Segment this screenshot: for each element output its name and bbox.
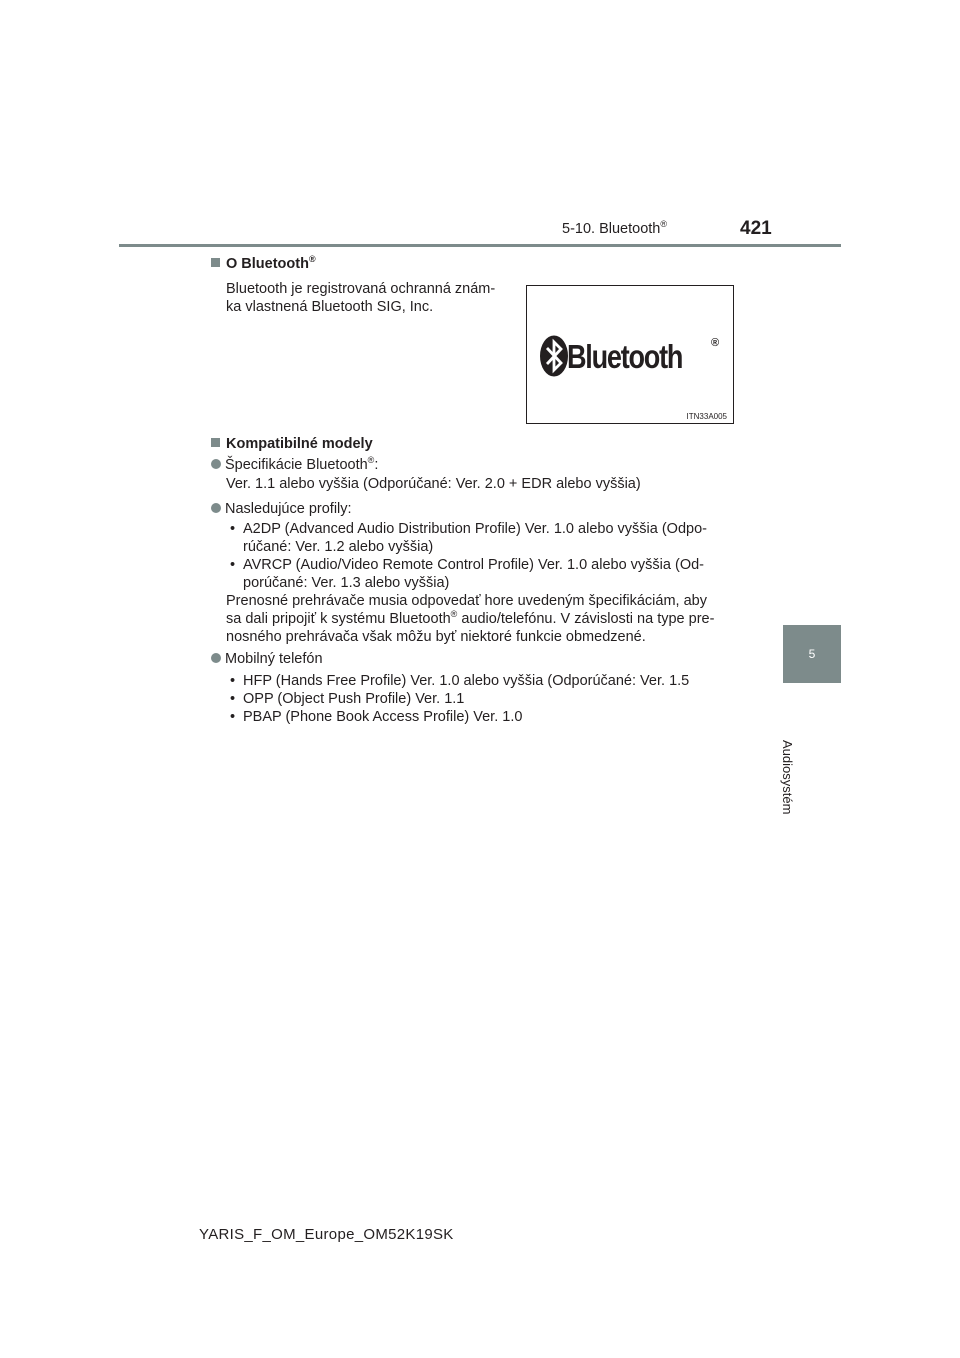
spec-suffix: :: [374, 457, 379, 473]
spec-line2: Ver. 1.1 alebo vyššia (Odporúčané: Ver. 2.0 + EDR alebo vyššia): [226, 476, 641, 492]
spec-item: [211, 457, 378, 474]
spec-reg: ®: [367, 455, 375, 465]
bluetooth-logo-text: Bluetooth: [567, 338, 683, 375]
a2dp-bullet: •: [230, 521, 236, 537]
chapter-tab: 5: [783, 625, 841, 683]
about-text-2: ka vlastnená Bluetooth SIG, Inc.: [226, 299, 434, 315]
mobile-item-2: OPP (Object Push Profile) Ver. 1.1: [243, 691, 465, 707]
section-title-text: 5-10. Bluetooth: [562, 221, 661, 237]
circle-bullet-icon: [211, 653, 221, 663]
profiles-item: [211, 501, 352, 518]
mobile-item: [211, 651, 323, 668]
para-line2: [226, 611, 742, 628]
mobile-bullet-2: •: [230, 691, 236, 707]
mobile-item-3: PBAP (Phone Book Access Profile) Ver. 1.0: [243, 709, 523, 725]
para-line2-reg: ®: [450, 609, 458, 619]
para-line3: nosného prehrávača však môžu byť niektoré funkcie obmedzené.: [226, 629, 646, 645]
mobile-bullet-3: •: [230, 709, 236, 725]
avrcp-line1: AVRCP (Audio/Video Remote Control Profile) Ver. 1.0 alebo vyššia (Od-: [243, 557, 704, 573]
section-title: [562, 221, 667, 237]
a2dp-line2: rúčané: Ver. 1.2 alebo vyššia): [243, 539, 434, 555]
avrcp-line2: porúčané: Ver. 1.3 alebo vyššia): [243, 575, 450, 591]
circle-bullet-icon: [211, 503, 221, 513]
spec-prefix: Špecifikácie Bluetooth: [225, 457, 368, 473]
compat-heading: [211, 436, 373, 453]
header-rule: [119, 244, 841, 247]
chapter-label-text: Audiosystém: [780, 740, 795, 815]
square-bullet-icon: [211, 438, 220, 447]
mobile-bullet-1: •: [230, 673, 236, 689]
avrcp-bullet: •: [230, 557, 236, 573]
para-line2-a: sa dali pripojiť k systému Bluetooth: [226, 611, 451, 627]
about-heading: [211, 256, 316, 273]
image-code: ITN33A005: [686, 412, 727, 421]
bluetooth-rune-icon: [539, 335, 569, 377]
bluetooth-logo-image: [526, 285, 734, 424]
about-heading-text: O Bluetooth: [226, 256, 309, 272]
compat-heading-text: Kompatibilné modely: [226, 436, 373, 452]
page-number: 421: [740, 218, 772, 239]
mobile-label: Mobilný telefón: [225, 651, 323, 667]
circle-bullet-icon: [211, 459, 221, 469]
para-line1: Prenosné prehrávače musia odpovedať hore uvedeným špecifikáciám, aby: [226, 593, 707, 609]
about-heading-reg: ®: [308, 254, 316, 264]
section-title-reg: ®: [660, 219, 667, 229]
para-line2-b: audio/telefónu. V závislosti na type pre-: [457, 611, 715, 627]
a2dp-line1: A2DP (Advanced Audio Distribution Profile) Ver. 1.0 alebo vyššia (Odpo-: [243, 521, 707, 537]
footer-code: YARIS_F_OM_Europe_OM52K19SK: [199, 1226, 454, 1243]
about-text-1: Bluetooth je registrovaná ochranná znám-: [226, 281, 496, 297]
bluetooth-logo-reg: ®: [711, 337, 720, 349]
profiles-label: Nasledujúce profily:: [225, 501, 352, 517]
mobile-item-1: HFP (Hands Free Profile) Ver. 1.0 alebo vyššia (Odporúčané: Ver. 1.5: [243, 673, 690, 689]
square-bullet-icon: [211, 258, 220, 267]
